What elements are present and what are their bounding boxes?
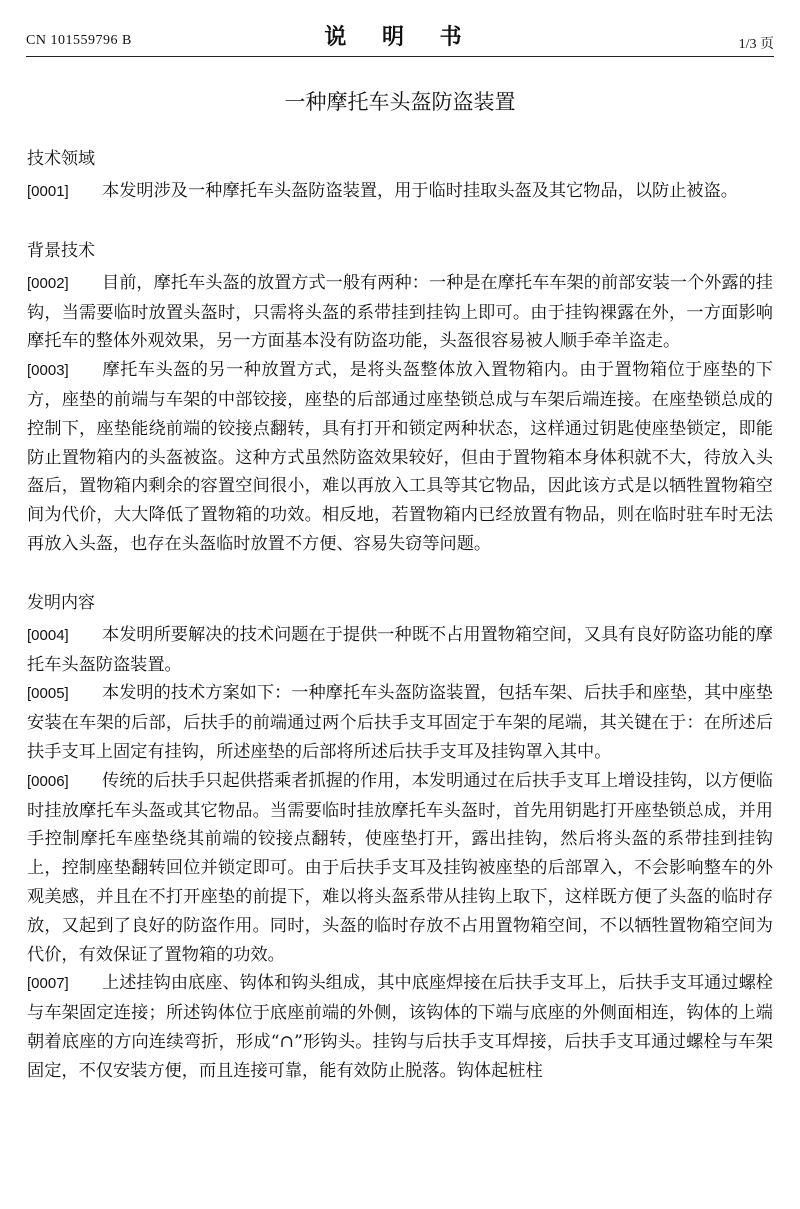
page-header (26, 18, 774, 54)
paragraph-number: [0002] (27, 274, 69, 292)
paragraph-text: 上述挂钩由底座、钩体和钩头组成，其中底座焊接在后扶手支耳上，后扶手支耳通过螺栓与车架固定连接；所述钩体位于底座前端的外侧，该钩体的下端与底座的外侧面相连，钩体的上端朝着底座的方向连续弯折，形成“∩”形钩头。挂钩与后扶手支耳焊接，后扶手支耳通过螺栓与车架固定，不仅安装方便，而且连接可靠，能有效防止脱落。钩体起桩柱 (27, 973, 773, 1081)
section-background (27, 237, 773, 559)
section-heading: 发明内容 (27, 592, 95, 613)
paragraph-number: [0006] (27, 772, 69, 790)
paragraph-number: [0004] (27, 626, 69, 644)
document-body (27, 145, 773, 1086)
patent-number: CN 101559796 B (26, 33, 132, 48)
paragraph-text: 摩托车头盔的另一种放置方式，是将头盔整体放入置物箱内。由于置物箱位于座垫的下方，座垫的前端与车架的中部铰接，座垫的后部通过座垫锁总成与车架后端连接。在座垫锁总成的控制下，座垫能绕前端的铰接点翻转，具有打开和锁定两种状态，这样通过钥匙使座垫锁定，即能防止置物箱内的头盔被盗。这种方式虽然防盗效果较好，但由于置物箱本身体积就不大，待放入头盔后，置物箱内剩余的容置空间很小，难以再放入工具等其它物品，因此该方式是以牺牲置物箱空间为代价，大大降低了置物箱的功效。相反地，若置物箱内已经放置有物品，则在临时驻车时无法再放入头盔，也存在头盔临时放置不方便、容易失窃等问题。 (27, 360, 773, 554)
paragraph-text: 本发明涉及一种摩托车头盔防盗装置，用于临时挂取头盔及其它物品，以防止被盗。 (102, 181, 738, 201)
paragraph (27, 767, 773, 970)
paragraph-text: 本发明所要解决的技术问题在于提供一种既不占用置物箱空间，又具有良好防盗功能的摩托车头盔防盗装置。 (27, 624, 773, 675)
paragraph (27, 269, 773, 356)
paragraph (27, 177, 773, 207)
section-invention-content (27, 589, 773, 1086)
paragraph-text: 传统的后扶手只起供搭乘者抓握的作用，本发明通过在后扶手支耳上增设挂钩，以方便临时挂放摩托车头盔或其它物品。当需要临时挂放摩托车头盔时，首先用钥匙打开座垫锁总成，并用手控制摩托车座垫绕其前端的铰接点翻转，使座垫打开，露出挂钩，然后将头盔的系带挂到挂钩上，控制座垫翻转回位并锁定即可。由于后扶手支耳及挂钩被座垫的后部罩入，不会影响整车的外观美感，并且在不打开座垫的前提下，难以将头盔系带从挂钩上取下，这样既方便了头盔的临时存放，又起到了良好的防盗作用。同时，头盔的临时存放不占用置物箱空间，不以牺牲置物箱空间为代价，有效保证了置物箱的功效。 (27, 770, 773, 965)
paragraph-text: 目前，摩托车头盔的放置方式一般有两种：一种是在摩托车车架的前部安装一个外露的挂钩，当需要临时放置头盔时，只需将头盔的系带挂到挂钩上即可。由于挂钩裸露在外，一方面影响摩托车的整体外观效果，另一方面基本没有防盗功能，头盔很容易被人顺手牵羊盗走。 (27, 272, 773, 352)
section-technical-field (27, 145, 773, 207)
header-divider (26, 56, 774, 57)
paragraph-text: 本发明的技术方案如下：一种摩托车头盔防盗装置，包括车架、后扶手和座垫，其中座垫安装在车架的后部，后扶手的前端通过两个后扶手支耳固定于车架的尾端，其关键在于：在所述后扶手支耳上固定有挂钩，所述座垫的后部将所述后扶手支耳及挂钩罩入其中。 (27, 683, 773, 762)
paragraph (27, 356, 773, 559)
paragraph (27, 679, 773, 766)
page-indicator: 1/3 页 (738, 37, 774, 52)
paragraph-number: [0005] (27, 685, 69, 703)
paragraph (27, 969, 773, 1085)
section-heading: 技术领域 (27, 149, 95, 169)
paragraph-number: [0003] (27, 362, 69, 380)
paragraph-number: [0001] (27, 183, 69, 200)
section-heading: 背景技术 (27, 240, 95, 261)
document-type: 说 明 书 (324, 25, 476, 50)
paragraph-number: [0007] (27, 975, 69, 993)
paragraph (27, 621, 773, 680)
document-title: 一种摩托车头盔防盗装置 (284, 90, 516, 114)
